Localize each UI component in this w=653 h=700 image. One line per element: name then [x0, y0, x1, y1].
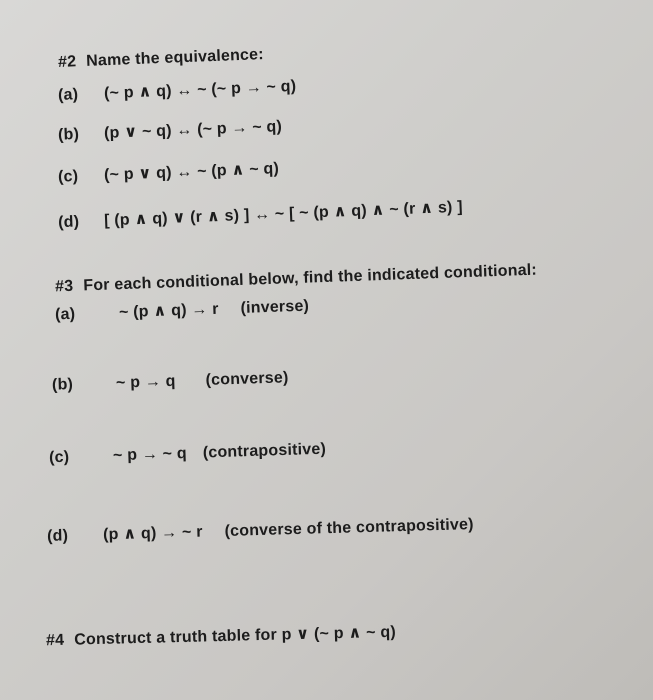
section-2-item-d	[58, 196, 485, 232]
section-3-title: For each conditional below, find the indicated conditional:	[83, 261, 538, 295]
equivalence-expression: (~ p ∨ q) ↔ ~ (p ∧ ~ q)	[103, 160, 280, 184]
section-4-heading	[46, 622, 396, 651]
section-2-item-b	[58, 115, 305, 144]
item-label: (c)	[57, 167, 79, 186]
item-label: (b)	[51, 376, 74, 394]
section-3-item-b	[52, 369, 289, 394]
section-4-number: #4	[45, 631, 65, 650]
section-3-item-d	[47, 514, 474, 546]
conditional-expression: (p ∧ q) → ~ r	[102, 523, 203, 544]
conditional-type: (converse of the contrapositive)	[224, 516, 474, 540]
conditional-type: (converse)	[205, 369, 289, 389]
conditional-type: (contrapositive)	[202, 440, 327, 462]
section-2-item-c	[58, 157, 302, 186]
section-3-item-c	[49, 441, 326, 468]
section-2-number: #2	[57, 53, 77, 71]
section-3-item-a	[55, 296, 310, 325]
section-3-heading	[55, 262, 537, 297]
equivalence-expression: (p ∨ ~ q) ↔ (~ p → ~ q)	[103, 118, 283, 142]
section-3-number: #3	[54, 277, 74, 296]
section-2-item-a	[58, 75, 319, 105]
equivalence-expression: (~ p ∧ q) ↔ ~ (~ p → ~ q)	[103, 77, 297, 103]
item-label: (d)	[57, 213, 80, 232]
conditional-expression: ~ p → q	[115, 372, 176, 392]
section-2-heading	[58, 46, 264, 72]
conditional-expression: ~ (p ∧ q) → r	[118, 300, 219, 322]
conditional-expression: ~ p → ~ q	[112, 445, 188, 465]
item-label: (c)	[48, 448, 70, 467]
conditional-type: (inverse)	[240, 297, 310, 317]
section-4-title: Construct a truth table for p ∨ (~ p ∧ ~ q)	[74, 623, 397, 649]
item-label: (b)	[57, 125, 80, 144]
item-label: (a)	[54, 305, 76, 324]
item-label: (a)	[57, 86, 79, 104]
section-2-title: Name the equivalence:	[85, 46, 265, 70]
item-label: (d)	[46, 527, 69, 545]
equivalence-expression: [ (p ∧ q) ∨ (r ∧ s) ] ↔ ~ [ ~ (p ∧ q) ∧ ~ (r ∧ s) ]	[103, 198, 464, 230]
